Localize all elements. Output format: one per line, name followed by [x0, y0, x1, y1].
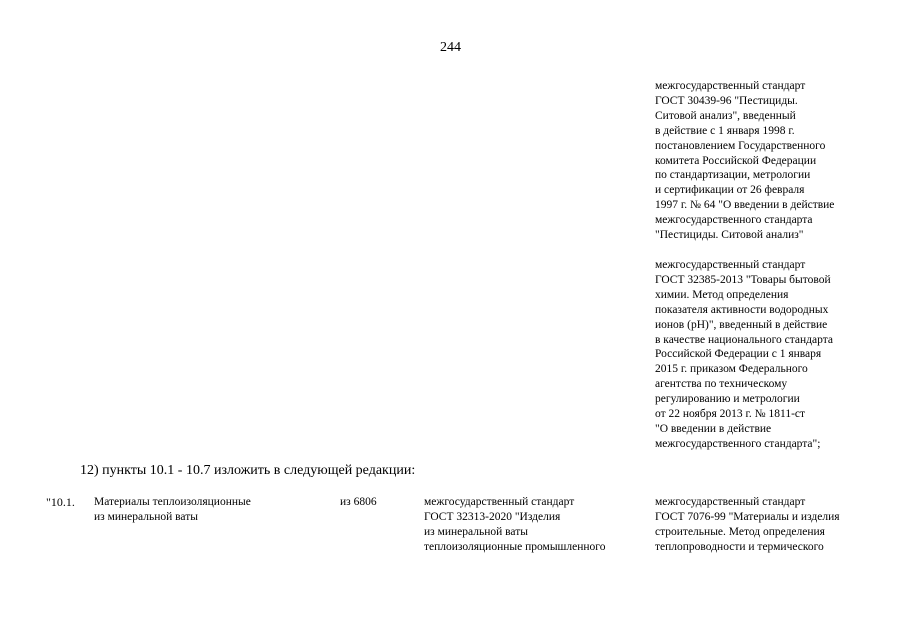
- product-standard: межгосударственный стандарт ГОСТ 32313-2020 "Изделия из минеральной ваты теплоизоляционные промышленного: [424, 496, 606, 553]
- amendment-instruction: 12) пункты 10.1 - 10.7 изложить в следующей редакции:: [80, 463, 416, 478]
- test-method-standard: межгосударственный стандарт ГОСТ 7076-99 "Материалы и изделия строительные. Метод определения теплопроводности и термического: [655, 496, 840, 553]
- tn-ved-code: из 6806: [340, 496, 377, 508]
- product-name: Материалы теплоизоляционные из минеральной ваты: [94, 496, 251, 523]
- item-number: "10.1.: [46, 495, 75, 509]
- standard-text-block: межгосударственный стандарт ГОСТ 32385-2013 "Товары бытовой химии. Метод определения показателя активности водородных ионов (pH)", введенный в действие в качестве национального стандарта Российской Федерации с 1 января 2015 г. приказом Федерального агентства по техническому регулированию и метрологии от 22 ноября 2013 г. № 1811-ст "О введении в действие межгосударственного стандарта";: [655, 259, 833, 450]
- page-number: 244: [440, 40, 461, 55]
- standard-text-block: межгосударственный стандарт ГОСТ 30439-96 "Пестициды. Ситовой анализ", введенный в действие с 1 января 1998 г. постановлением Государственного комитета Российской Федерации по стандартизации, метрологии и сертификации от 26 февраля 1997 г. № 64 "О введении в действие межгосударственного стандарта "Пестициды. Ситовой анализ": [655, 80, 835, 242]
